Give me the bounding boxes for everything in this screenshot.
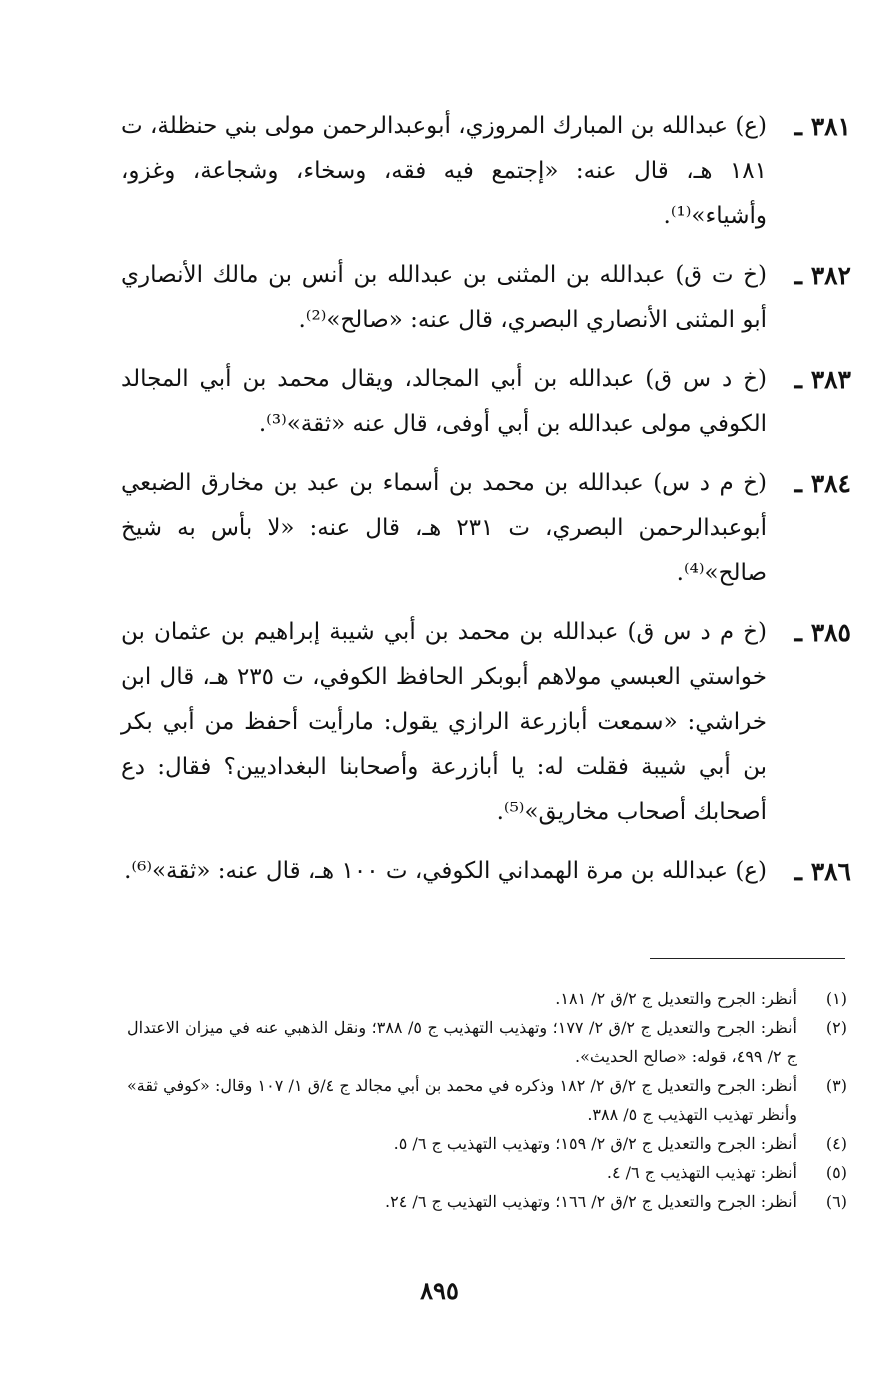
footnote-text: أنظر: الجرح والتعديل ج ٢/ق ٢/ ١٨١. (555, 989, 797, 1008)
footnote-text: أنظر: الجرح والتعديل ج ٢/ق ٢/ ١٥٩؛ وتهذيب التهذيب ج ٦/ ٥. (393, 1134, 797, 1153)
entry-386 (121, 849, 851, 894)
entry-number: ٣٨٢ ـ (794, 261, 851, 290)
footnote-2 (127, 1013, 847, 1071)
entry-number: ٣٨٤ ـ (794, 469, 851, 498)
footnote-number: (٥) (825, 1163, 847, 1182)
entry-385 (121, 610, 851, 835)
entry-382 (121, 253, 851, 343)
footnote-6 (127, 1187, 847, 1216)
entry-number: ٣٨١ ـ (794, 112, 851, 141)
footnote-text: أنظر: الجرح والتعديل ج ٢/ق ٢/ ١٧٧؛ وتهذيب التهذيب ج ٥/ ٣٨٨؛ ونقل الذهبي عنه في ميزان الاعتدال ج ٢/ ٤٩٩، قوله: «صالح الحديث». (127, 1018, 798, 1066)
page-number: ٨٩٥ (420, 1276, 459, 1305)
footnote-4 (127, 1129, 847, 1158)
entries-list (121, 104, 851, 908)
entry-text: (خ م د س) عبدالله بن محمد بن أسماء بن عبد بن مخارق الضبعي أبوعبدالرحمن البصري، ت ٢٣١ هـ، قال عنه: «لا بأس به شيخ صالح»⁽⁴⁾. (121, 470, 767, 586)
entry-text: (ع) عبدالله بن مرة الهمداني الكوفي، ت ١٠٠ هـ، قال عنه: «ثقة»⁽⁶⁾. (124, 858, 767, 884)
entry-text: (ع) عبدالله بن المبارك المروزي، أبوعبدالرحمن مولى بني حنظلة، ت ١٨١ هـ، قال عنه: «إجتمع فيه فقه، وسخاء، وشجاعة، وغزو، وأشياء»⁽¹⁾. (121, 113, 767, 229)
footnote-text: أنظر: الجرح والتعديل ج ٢/ق ٢/ ١٨٢ وذكره في محمد بن أبي مجالد ج ٤/ق ١/ ١٠٧ وقال: «كوفي ثقة» وأنظر تهذيب التهذيب ج ٥/ ٣٨٨. (127, 1076, 798, 1124)
entry-number: ٣٨٥ ـ (794, 618, 851, 647)
entry-number: ٣٨٣ ـ (794, 365, 851, 394)
entry-381 (121, 104, 851, 239)
entry-number: ٣٨٦ ـ (794, 857, 851, 886)
footnote-number: (١) (825, 989, 847, 1008)
footnote-3 (127, 1071, 847, 1129)
entry-384 (121, 461, 851, 596)
footnote-divider (650, 958, 845, 959)
entry-text: (خ د س ق) عبدالله بن أبي المجالد، ويقال محمد بن أبي المجالد الكوفي مولى عبدالله بن أبي أوفى، قال عنه «ثقة»⁽³⁾. (121, 366, 767, 437)
entry-text: (خ م د س ق) عبدالله بن محمد بن أبي شيبة إبراهيم بن عثمان بن خواستي العبسي مولاهم أبوبكر الحافظ الكوفي، ت ٢٣٥ هـ، قال ابن خراشي: «سمعت أبازرعة الرازي يقول: مارأيت أحفظ من أبي بكر بن أبي شيبة فقلت له: يا أبازرعة وأصحابنا البغداديين؟ فقال: دع أصحابك أصحاب مخاريق»⁽⁵⁾. (121, 619, 767, 825)
footnotes (127, 984, 847, 1216)
footnote-1 (127, 984, 847, 1013)
entry-383 (121, 357, 851, 447)
footnote-5 (127, 1158, 847, 1187)
footnote-number: (٢) (825, 1018, 847, 1037)
entry-text: (خ ت ق) عبدالله بن المثنى بن عبدالله بن أنس بن مالك الأنصاري أبو المثنى الأنصاري البصري، قال عنه: «صالح»⁽²⁾. (121, 262, 767, 333)
footnote-number: (٣) (825, 1076, 847, 1095)
footnote-number: (٦) (825, 1192, 847, 1211)
footnote-text: أنظر: تهذيب التهذيب ج ٦/ ٤. (606, 1163, 797, 1182)
footnote-text: أنظر: الجرح والتعديل ج ٢/ق ٢/ ١٦٦؛ وتهذيب التهذيب ج ٦/ ٢٤. (385, 1192, 797, 1211)
footnote-number: (٤) (825, 1134, 847, 1153)
